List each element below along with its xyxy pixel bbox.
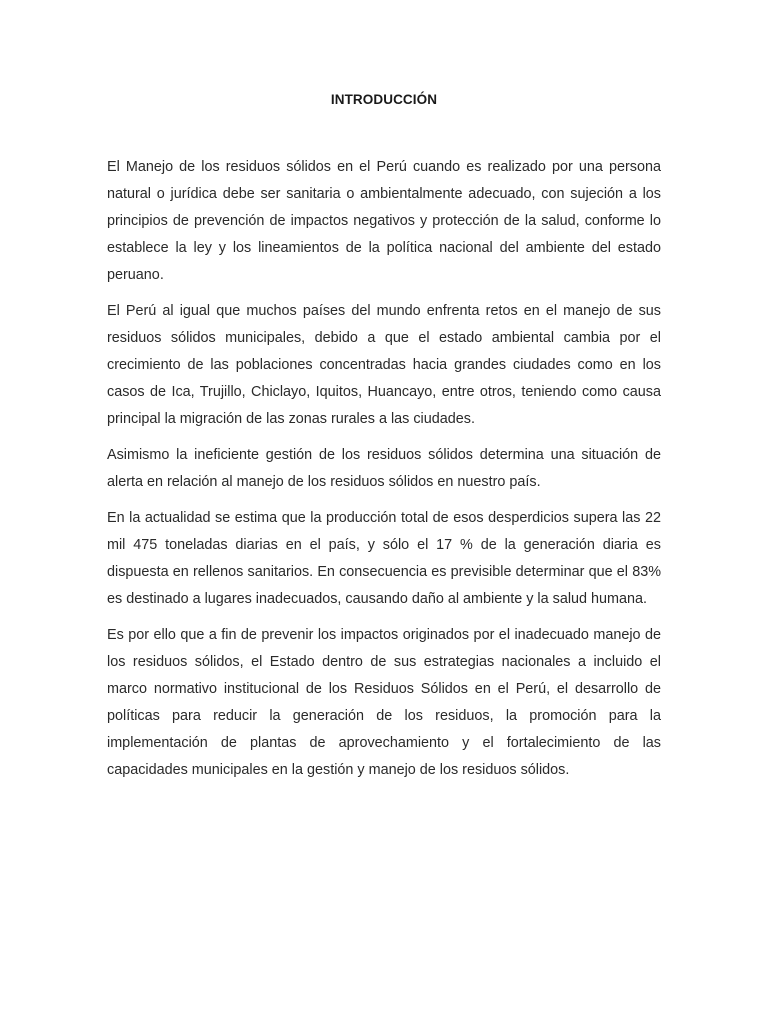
document-body (107, 154, 661, 793)
paragraph-2: El Perú al igual que muchos países del mundo enfrenta retos en el manejo de sus residuos sólidos municipales, debido a que el estado ambiental cambia por el crecimiento de las poblaciones concentradas hacia grandes ciudades como en los casos de Ica, Trujillo, Chiclayo, Iquitos, Huancayo, entre otros, teniendo como causa principal la migración de las zonas rurales a las ciudades. (107, 303, 661, 427)
document-title: INTRODUCCIÓN (330, 92, 438, 107)
paragraph-5: Es por ello que a fin de prevenir los impactos originados por el inadecuado manejo de los residuos sólidos, el Estado dentro de sus estrategias nacionales a incluido el marco normativo institucional de los Residuos Sólidos en el Perú, el desarrollo de políticas para reducir la generación de los residuos, la promoción para la implementación de plantas de aprovechamiento y el fortalecimiento de las capacidades municipales en la gestión y manejo de los residuos sólidos. (107, 627, 661, 778)
paragraph-1: El Manejo de los residuos sólidos en el Perú cuando es realizado por una persona natural o jurídica debe ser sanitaria o ambientalmente adecuado, con sujeción a los principios de prevención de impactos negativos y protección de la salud, conforme lo establece la ley y los lineamientos de la política nacional del ambiente del estado peruano. (107, 159, 661, 283)
paragraph-3: Asimismo la ineficiente gestión de los residuos sólidos determina una situación de alerta en relación al manejo de los residuos sólidos en nuestro país. (107, 447, 661, 490)
paragraph-4: En la actualidad se estima que la producción total de esos desperdicios supera las 22 mil 475 toneladas diarias en el país, y sólo el 17 % de la generación diaria es dispuesta en rellenos sanitarios. En consecuencia es previsible determinar que el 83% es destinado a lugares inadecuados, causando daño al ambiente y la salud humana. (107, 510, 661, 607)
